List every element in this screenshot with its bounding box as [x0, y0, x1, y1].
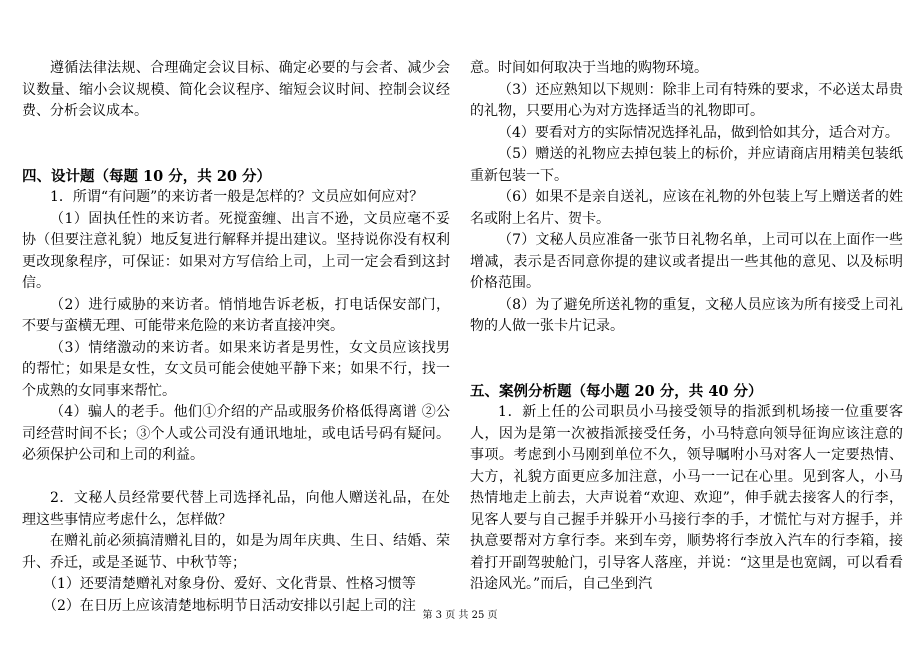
- spacer: [22, 467, 450, 489]
- gift-purpose-paragraph: 在赠礼前必须搞清赠礼目的，如是为周年庆典、生日、结婚、荣升、乔迁，或是圣诞节、中秋节等；: [22, 533, 450, 571]
- question-one: 1．所谓“有问题”的来访者一般是怎样的？文员应如何应对？: [50, 189, 424, 205]
- gift-item-3: （3）还应熟知以下规则：除非上司有特殊的要求，不必送太昂贵的礼物，只要用心为对方选择适当的礼物即可。: [470, 81, 903, 119]
- gift-item-1: （1）还要清楚赠礼对象身份、爱好、文化背景、性格习惯等: [43, 576, 416, 592]
- answer-item-4: （4）骗人的老手。他们①介绍的产品或服务价格低得离谱 ②公司经营时间不长；③个人或公司没有通讯地址，或电话号码有疑问。必须保护公司和上司的利益。: [22, 404, 450, 463]
- answer-item-2: （2）进行威胁的来访者。悄悄地告诉老板，打电话保安部门，不要与蛮横无理、可能带来危险的来访者直接冲突。: [22, 296, 450, 334]
- gift-item-2-continued: 意。时间如何取决于当地的购物环境。: [470, 60, 708, 76]
- gift-item-2: （2）在日历上应该清楚地标明节日活动安排以引起上司的注: [43, 597, 416, 614]
- case-one-paragraph: 1．新上任的公司职员小马接受领导的指派到机场接一位重要客人，因为是第一次被指派接受任务，小马特意向领导征询应该注意的事项。考虑到小马刚到单位不久，领导嘱咐小马对客人一定要热情、大方，礼貌方面更应多加注意，小马一一记在心里。见到客人，小马热情地走上前去，大声说着“欢迎、欢迎”，伸手就去接客人的行李，见客人要与自己握手并躲开小马接行李的手，才慌忙与对方握手，并执意要帮对方拿行李。来到车旁，顺势将行李放入汽车的行李箱，接着打开副驾驶舱门，引导客人落座，并说：“这里是也宽阔，可以看看沿途风光。”而后，自己坐到汽: [470, 404, 903, 592]
- page-footer: 第 3 页 共 25 页: [422, 610, 498, 621]
- section-five-heading: 五、案例分析题（每小题 20 分，共 40 分）: [470, 382, 763, 400]
- question-two: 2．文秘人员经常要代替上司选择礼品，向他人赠送礼品，在处理这些事情应考虑什么，怎样做？: [22, 490, 450, 528]
- spacer: [470, 338, 903, 381]
- spacer: [22, 123, 450, 166]
- gift-item-6: （6）如果不是亲自送礼，应该在礼物的外包装上写上赠送者的姓名或附上名片、贺卡。: [470, 189, 903, 227]
- answer-item-3: （3）情绪激动的来访者。如果来访者是男性，女文员应该找男的帮忙；如果是女性，女文员可能会使她平静下来；如果不行，找一个成熟的女同事来帮忙。: [22, 339, 450, 399]
- gift-item-7: （7）文秘人员应准备一张节日礼物名单，上司可以在上面作一些增减，表示是否同意你提的建议或者提出一些其他的意见、以及标明价格范围。: [470, 232, 903, 291]
- left-column: [22, 58, 450, 617]
- gift-item-5: （5）赠送的礼物应去掉包装上的标价，并应请商店用精美包装纸重新包装一下。: [470, 146, 903, 184]
- meeting-principles-paragraph: 遵循法律法规、合理确定会议目标、确定必要的与会者、减少会议数量、缩小会议规模、简化会议程序、缩短会议时间、控制会议经费、分析会议成本。: [22, 60, 450, 119]
- answer-item-1: （1）固执任性的来访者。死搅蛮缠、出言不逊，文员应毫不妥协（但要注意礼貌）地反复进行解释并提出建议。坚持说你没有权利更改现象程序，可保证：如果对方写信给上司，上司一定会看到这封信。: [22, 210, 450, 291]
- gift-item-4: （4）要看对方的实际情况选择礼品，做到恰如其分，适合对方。: [498, 124, 899, 141]
- section-four-heading: 四、设计题（每题 10 分，共 20 分）: [22, 167, 272, 185]
- right-column: [470, 58, 903, 596]
- gift-item-8: （8）为了避免所送礼物的重复，文秘人员应该为所有接受上司礼物的人做一张卡片记录。: [470, 296, 903, 334]
